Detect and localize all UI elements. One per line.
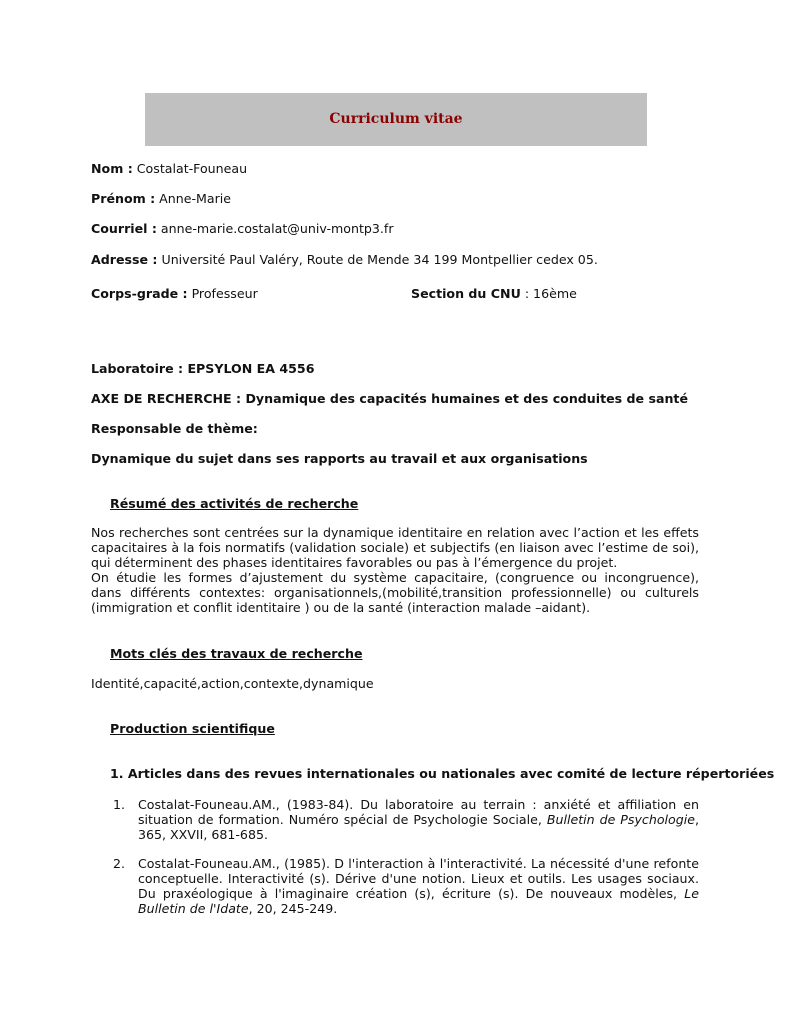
page-title: Curriculum vitae (329, 111, 463, 127)
reference-item (113, 856, 699, 916)
theme-title: Dynamique du sujet dans ses rapports au travail et aux organisations (91, 451, 588, 466)
reference-text-main: Costalat-Founeau.AM., (1985). D l'interaction à l'interactivité. La nécessité d'une refonte conceptuelle. Interactivité (s). Dérive d'une notion. Lieux et outils. Les usages sociaux. Du praxéologique à l'imaginaire création (s), écriture (s). De nouveaux modèles, (138, 856, 699, 901)
courriel-label: Courriel : (91, 221, 157, 236)
reference-number: 1. (113, 797, 126, 812)
section-cnu-line (411, 286, 577, 301)
articles-list-heading: 1. Articles dans des revues internationales ou nationales avec comité de lecture répertoriées (110, 766, 775, 781)
reference-item (113, 797, 699, 842)
title-banner (145, 93, 647, 146)
production-heading: Production scientifique (110, 721, 275, 736)
adresse-label: Adresse : (91, 252, 158, 267)
resume-paragraph-1: Nos recherches sont centrées sur la dynamique identitaire en relation avec l’action et les effets capacitaires à la fois normatifs (validation sociale) et subjectifs (en liaison avec l’estime de soi), qui déterminent des phases identitaires favorables ou pas à l’émergence du projet. (91, 525, 699, 570)
axe-recherche: AXE DE RECHERCHE : Dynamique des capacités humaines et des conduites de santé (91, 391, 688, 406)
corps-grade-line (91, 286, 258, 301)
prenom-line (91, 191, 231, 206)
reference-text-main: Costalat-Founeau.AM., (1983-84). Du laboratoire au terrain : anxiété et affiliation en situation de formation. Numéro spécial de Psychologie Sociale, (138, 797, 699, 827)
nom-line (91, 161, 247, 176)
laboratoire: Laboratoire : EPSYLON EA 4556 (91, 361, 315, 376)
reference-number: 2. (113, 856, 126, 871)
mots-cles-heading: Mots clés des travaux de recherche (110, 646, 363, 661)
nom-value: Costalat-Founeau (136, 161, 248, 176)
nom-label: Nom : (91, 161, 133, 176)
reference-text (138, 856, 699, 916)
corps-grade-label: Corps-grade : (91, 286, 188, 301)
corps-grade-value: Professeur (191, 286, 258, 301)
section-cnu-label: Section du CNU (411, 286, 521, 301)
resume-paragraph-2: On étudie les formes d’ajustement du système capacitaire, (congruence ou incongruence), dans différents contextes: organisationnels,(mobilité,transition professionnelle) ou culturels (immigration et conflit identitaire ) ou de la santé (interaction malade –aidant). (91, 570, 699, 615)
reference-journal: Le Bulletin de l'Idate (138, 886, 699, 916)
reference-text-tail: , 20, 245-249. (248, 901, 338, 916)
prenom-label: Prénom : (91, 191, 156, 206)
responsable-theme: Responsable de thème: (91, 421, 258, 436)
courriel-line (91, 221, 394, 236)
adresse-value: Université Paul Valéry, Route de Mende 34 199 Montpellier cedex 05. (161, 252, 598, 267)
prenom-value: Anne-Marie (159, 191, 232, 206)
courriel-value: anne-marie.costalat@univ-montp3.fr (160, 221, 394, 236)
resume-body (91, 525, 699, 615)
adresse-line (91, 252, 598, 267)
resume-heading: Résumé des activités de recherche (110, 496, 359, 511)
reference-journal: Bulletin de Psychologie (546, 812, 695, 827)
reference-text-tail: , 365, XXVII, 681-685. (138, 812, 699, 842)
section-cnu-value: : 16ème (524, 286, 577, 301)
mots-cles-text: Identité,capacité,action,contexte,dynamique (91, 676, 374, 691)
reference-text (138, 797, 699, 842)
